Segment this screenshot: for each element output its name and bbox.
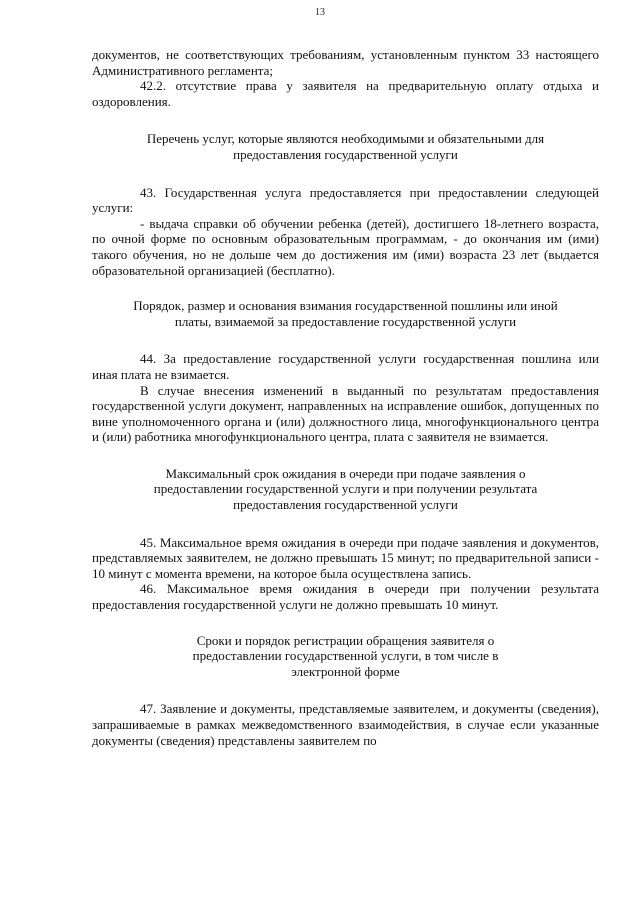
section-heading-services: Перечень услуг, которые являются необходимыми и обязательными для предоставления государственной услуги xyxy=(146,131,545,162)
page-number: 13 xyxy=(315,7,325,18)
document-body xyxy=(92,47,599,748)
section-heading-queue: Максимальный срок ожидания в очереди при подаче заявления о предоставлении государственной услуги и при получении результата предоставления государственной услуги xyxy=(153,465,538,513)
paragraph-44: 44. За предоставление государственной услуги государственная пошлина или иная плата не взимается. xyxy=(92,351,599,382)
paragraph-43-item: - выдача справки об обучении ребенка (детей), достигшего 18-летнего возраста, по очной форме по основным образовательным программам, - до окончания им (ими) такого обучения, но не дольше чем до достижения им (ими) возраста 23 лет (выдается образовательной организацией (бесплатно). xyxy=(92,215,599,278)
section-heading-fee: Порядок, размер и основания взимания государственной пошлины или иной платы, взимаемой за предоставление государственной услуги xyxy=(133,298,558,329)
paragraph-47: 47. Заявление и документы, представляемые заявителем, и документы (сведения), запрашиваемые в рамках межведомственного взаимодействия, в случае если указанные документы (сведения) представлены заявителем по xyxy=(92,701,599,748)
paragraph-44-b: В случае внесения изменений в выданный по результатам предоставления государственной услуги документ, направленных на исправление ошибок, допущенных по вине уполномоченного органа и (или) должностного лица, многофункционального центра и (или) работника многофункционального центра, плата с заявителя не взимается. xyxy=(92,382,599,445)
paragraph-43: 43. Государственная услуга предоставляется при предоставлении следующей услуги: xyxy=(92,184,599,216)
paragraph-45: 45. Максимальное время ожидания в очереди при подаче заявления и документов, представляемых заявителем, не должно превышать 15 минут; по предварительной записи - 10 минут с момента времени, на которое была осуществлена запись. xyxy=(92,534,599,581)
section-heading-registration: Сроки и порядок регистрации обращения заявителя о предоставлении государственной услуги, в том числе в электронной форме xyxy=(192,632,499,679)
paragraph-46: 46. Максимальное время ожидания в очереди при получении результата предоставления государственной услуги не должно превышать 10 минут. xyxy=(92,581,599,613)
paragraph-42-2: 42.2. отсутствие права у заявителя на предварительную оплату отдыха и оздоровления. xyxy=(92,78,599,109)
paragraph-carryover: документов, не соответствующих требованиям, установленным пунктом 33 настоящего Административного регламента; xyxy=(92,47,599,78)
